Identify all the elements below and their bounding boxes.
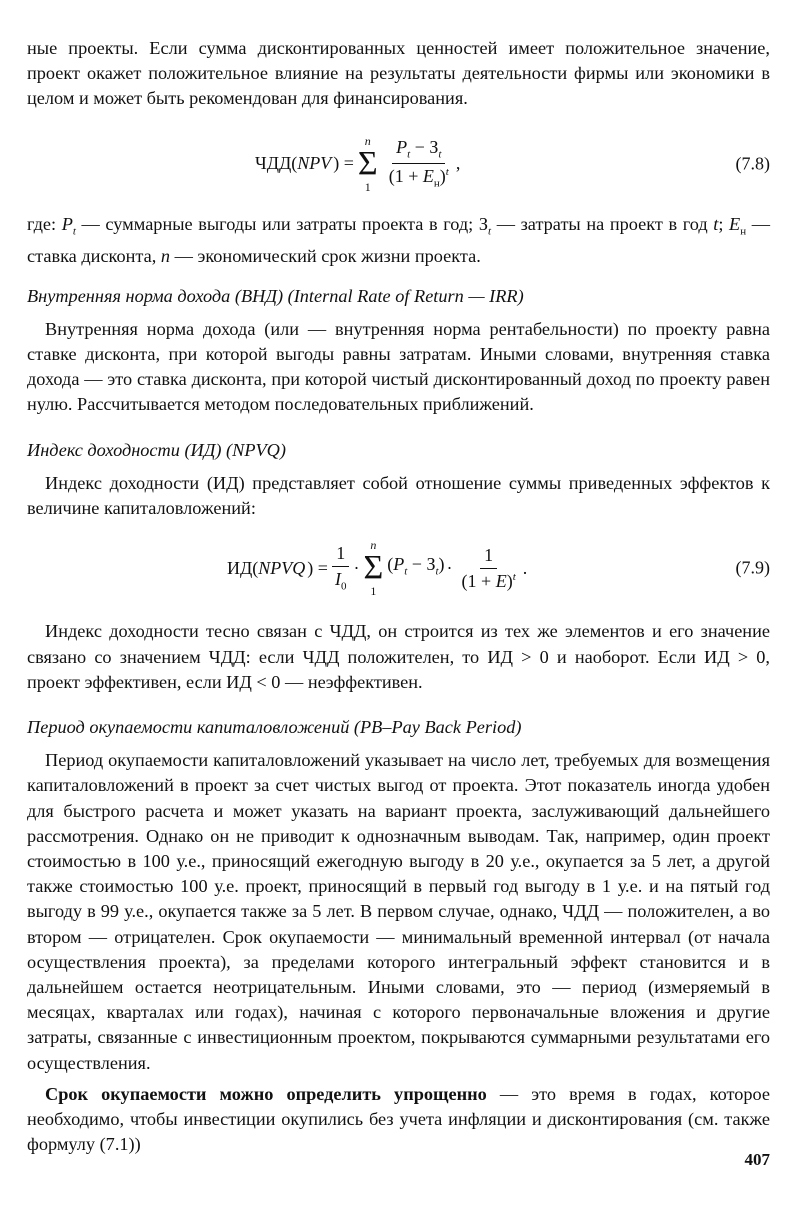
formula-npvq-lhs: ИД( [227,557,259,578]
paragraph-npvq-relation: Индекс доходности тесно связан с ЧДД, он строится из тех же элементов и его значение связано со значением ЧДД: если ЧДД положителен, то ИД > 0 и наоборот. Если ИД > 0, проект эффективен, если ИД < 0 — неэффективен. [27,621,770,692]
formula-npvq-dot: · [353,557,360,578]
formula-npv-den-e: E [422,166,434,187]
formula-npv-sum-top: n [364,133,371,148]
formula-npvq-mid-minus: − З [407,553,436,574]
formula-npvq-mid [387,552,444,585]
formula-npvq-mid-close: ) [438,553,445,574]
formula-npvq-mid-p: P [393,553,405,574]
def-h: — ставка дисконта, [27,213,770,267]
equation-number-7-8: (7.8) [735,153,770,174]
formula-npvq-dot2: · [446,557,453,578]
formula-npv-tail: , [455,153,461,173]
formula-npvq-lhs-var: NPVQ [258,557,306,578]
paragraph-intro: ные проекты. Если сумма дисконтированных ценностей имеет положительное значение, проект окажет положительное влияние на результаты деятельности фирмы или экономики в целом и может быть рекомендован для финансирования. [27,38,770,109]
formula-npvq-mid-sub: t [404,565,408,578]
formula-npvq-sum-bottom: 1 [370,584,377,599]
def-j: — экономический срок жизни проекта. [170,246,481,267]
formula-npv-den-open: (1 + [388,166,423,187]
formula-npv-num-sub2: t [438,148,442,161]
formula-npv-denominator [385,164,453,190]
formula-npvq-frac1 [331,543,351,593]
def-b: P [61,213,73,234]
formula-npvq-sum [363,539,383,597]
formula-npvq-lhs-close: ) = [307,557,328,578]
def-g-sub: н [740,225,747,238]
formula-npvq-sum-top: n [370,538,377,553]
formula-npv-num-sub: t [407,148,411,161]
formula-npv [27,122,770,206]
formula-npvq-frac1-den-i: I [334,569,341,590]
formula-npv-lhs: ЧДД( [255,153,298,173]
page-number: 407 [744,1150,770,1169]
def-d: — затраты на проект в год [491,213,714,234]
def-f: ; [718,213,730,234]
def-c-sub: t [488,225,492,238]
formula-npv-sum-sign: Σ [357,144,378,182]
paragraph-payback: Период окупаемости капиталовложений указывает на число лет, требуемых для возмещения капиталовложений в проект за счет чистых выгод от проекта. Этот показатель иногда удобен для быстрого расчета и может указать на вариант проекта, заслуживающий дальнейшего рассмотрения. Однако он не приводит к однозначным выводам. Так, например, один проект стоимостью в 100 у.е., приносящий ежегодную выгоду в 20 у.е., окупается за 5 лет, а другой также стоимостью 100 у.е. проект, приносящий в первый год выгоду в 1 у.е. и на пятый год выгоду в 99 у.е., окупается также за 5 лет. В первом случае, однако, ЧДД — положителен, а во втором — отрицателен. Срок окупаемости — минимальный временной интервал (от начала осуществления проекта), за пределами которого интегральный эффект становится и в дальнейшем остается неотрицательным. Иными словами, это — период (измеряемый в месяцах, кварталах или годах), начиная с которого первоначальные вложения и другие затраты, связанные с инвестиционным проектом, покрываются суммарными результатами его осуществления. [27,750,770,1073]
formula-npv-den-close: ) [439,166,446,187]
formula-npv-expression [255,122,460,206]
formula-npvq-mid-sub2: t [435,565,439,578]
paragraph-irr: Внутренняя норма дохода (или — внутренняя норма рентабельности) по проекту равна ставке дисконта, при которой выгоды равны затратам. Иными словами, внутренняя ставка дохода — это ставка дисконта, при которой чистый дисконтированный доход по проекту равен нулю. Рассчитывается методом последовательных приближений. [27,318,770,415]
heading-payback: Период окупаемости капиталовложений (PB–Pay Back Period) [27,716,522,737]
formula-npvq-expression [227,527,527,609]
formula-npv-lhs-var: NPV [297,153,332,173]
formula-npv-fraction [385,137,453,190]
formula-npvq-frac1-den [331,567,351,593]
paragraph-npvq: Индекс доходности (ИД) представляет собой отношение суммы приведенных эффектов к величине капиталовложений: [27,472,770,519]
paragraph-payback-simple-rest: — это время в годах, которое необходимо, чтобы инвестиции окупились без учета инфляции и дисконтирования (см. также формулу (7.1)) [27,1083,770,1155]
formula-npvq-frac2-den-open: (1 + [461,570,496,591]
formula-npv-numerator [392,137,445,164]
def-c: — суммарные выгоды или затраты проекта в год; З [75,213,489,234]
def-a: где: [27,213,62,234]
formula-npvq-frac2-den-e: E [495,570,507,591]
formula-npv-lhs-close: ) = [333,153,354,173]
paragraph-definitions [27,212,770,270]
def-e: t [713,213,719,234]
formula-npvq-tail: . [522,557,528,578]
heading-irr: Внутренняя норма дохода (ВНД) (Internal Rate of Return — IRR) [27,285,524,306]
formula-npv-den-sup: t [445,166,449,179]
def-i: n [160,246,171,267]
formula-npv-sum-bottom: 1 [364,179,371,194]
paragraph-payback-simple-bold: Срок окупаемости можно определить упрощенно [45,1083,487,1104]
formula-npvq [27,527,770,609]
def-g: E [729,213,741,234]
formula-npvq-sum-sign: Σ [363,549,384,587]
formula-npvq-frac1-num: 1 [332,543,349,567]
formula-npvq-frac2-den-close: ) [506,570,513,591]
formula-npvq-frac2 [458,545,520,591]
heading-npvq: Индекс доходности (ИД) (NPVQ) [27,439,286,460]
paragraph-payback-simple [27,1082,770,1158]
formula-npvq-frac2-num: 1 [480,545,497,569]
formula-npv-num-p: P [396,136,408,157]
formula-npv-den-sub: н [433,177,440,190]
page-content [27,36,770,1157]
def-b-sub: t [72,225,76,238]
formula-npvq-mid-open: ( [387,553,394,574]
equation-number-7-9: (7.9) [735,557,770,578]
formula-npvq-frac1-den-sub: 0 [340,580,347,593]
formula-npvq-frac2-den [458,569,520,592]
formula-npvq-frac2-den-sup: t [512,570,516,583]
formula-npv-sum [358,135,378,193]
formula-npv-num-minus: − З [410,136,439,157]
